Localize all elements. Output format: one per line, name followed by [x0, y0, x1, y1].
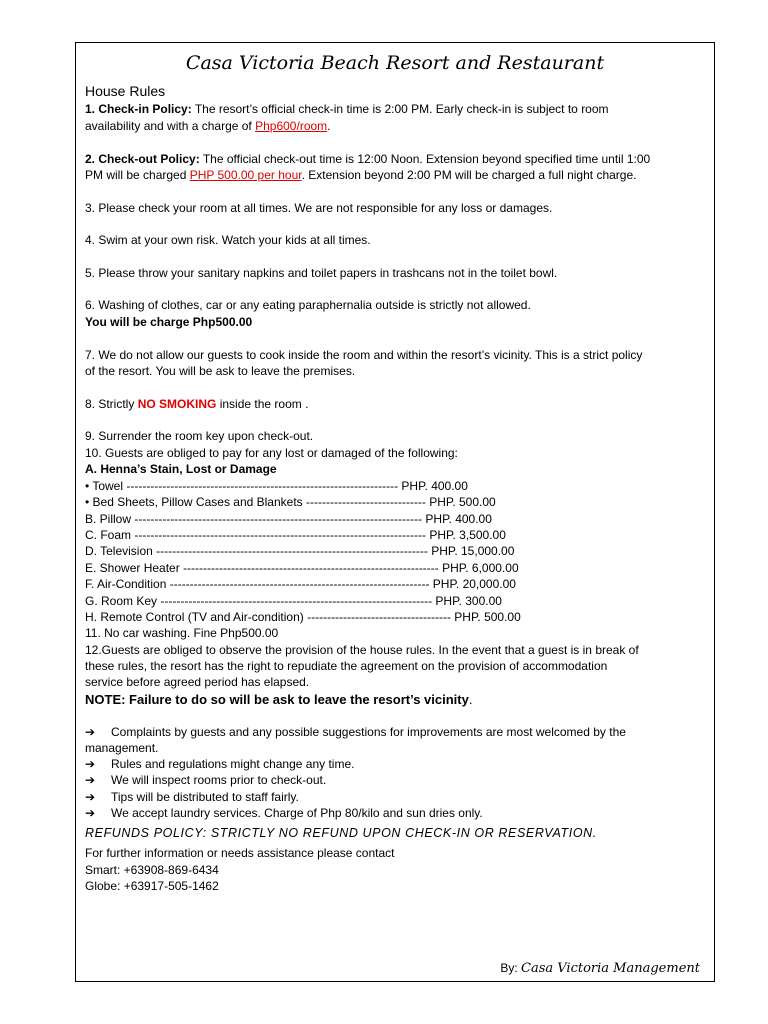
byline-by: By:: [500, 961, 522, 975]
rule-8-post: inside the room .: [216, 397, 309, 411]
price-item: • Bed Sheets, Pillow Cases and Blankets ------------------------------ PHP. 500.00: [85, 495, 496, 509]
bullet-text: Complaints by guests and any possible suggestions for improvements are most welcomed by the: [111, 725, 626, 739]
rule-5: 5. Please throw your sanitary napkins and toilet papers in trashcans not in the toilet bowl.: [85, 266, 558, 280]
price-item: • Towel -------------------------------------------------------------------- PHP. 400.00: [85, 479, 468, 493]
arrow-right-icon: ➔: [85, 790, 96, 804]
arrow-right-icon: ➔: [85, 725, 96, 739]
checkout-charge: PHP 500.00 per hour: [189, 168, 302, 182]
bullet-text: Tips will be distributed to staff fairly.: [111, 790, 299, 804]
price-item: G. Room Key -------------------------------------------------------------------- PHP. 300.00: [85, 594, 502, 608]
no-smoking-label: NO SMOKING: [137, 397, 217, 411]
rule-6-line-2: You will be charge Php500.00: [85, 315, 253, 329]
rule-1-lead: 1. Check-in Policy:: [85, 102, 192, 116]
item-a-heading: A. Henna’s Stain, Lost or Damage: [85, 462, 277, 476]
bullet-text: We will inspect rooms prior to check-out.: [111, 773, 327, 787]
refunds-policy: REFUNDS POLICY: STRICTLY NO REFUND UPON CHECK-IN OR RESERVATION.: [85, 826, 597, 840]
rule-1-text-cont: availability and with a charge of: [85, 119, 256, 133]
rule-6-line-1: 6. Washing of clothes, car or any eating paraphernalia outside is strictly not allowed.: [85, 298, 531, 312]
rule-2-line-2: [85, 167, 636, 183]
rule-1-text: The resort’s official check-in time is 2:00 PM. Early check-in is subject to room: [191, 102, 609, 116]
rule-12-line: 12.Guests are obliged to observe the provision of the house rules. In the event that a guest is in break of: [85, 643, 639, 657]
bullet-text: We accept laundry services. Charge of Php 80/kilo and sun dries only.: [111, 806, 483, 820]
rule-2-line-1: [85, 151, 650, 167]
rule-7-line-1: 7. We do not allow our guests to cook inside the room and within the resort’s vicinity. This is a strict policy: [85, 348, 643, 362]
arrow-right-icon: ➔: [85, 757, 96, 771]
rule-1-end: .: [327, 119, 331, 133]
bullet-item-continuation: management.: [85, 741, 159, 755]
contact-smart: Smart: +63908-869-6434: [85, 863, 219, 877]
rule-2-end: . Extension beyond 2:00 PM will be charged a full night charge.: [301, 168, 637, 182]
arrow-right-icon: ➔: [85, 773, 96, 787]
rule-4: 4. Swim at your own risk. Watch your kids at all times.: [85, 233, 371, 247]
rule-2-lead: 2. Check-out Policy:: [85, 152, 200, 166]
note: [85, 692, 472, 708]
contact-globe: Globe: +63917-505-1462: [85, 879, 219, 893]
bullet-item: [85, 756, 354, 772]
arrow-right-icon: ➔: [85, 806, 96, 820]
bullet-item: [85, 805, 483, 821]
note-end: .: [468, 692, 473, 707]
rule-1-line-1: [85, 101, 609, 117]
bullet-item: [85, 724, 626, 740]
price-item: H. Remote Control (TV and Air-condition) ------------------------------------ PHP. 500.00: [85, 610, 521, 624]
bullet-item: [85, 789, 299, 805]
price-item: D. Television -------------------------------------------------------------------- PHP. 15,000.00: [85, 544, 515, 558]
checkin-charge: Php600/room: [255, 119, 328, 133]
rule-3: 3. Please check your room at all times. We are not responsible for any loss or damages.: [85, 201, 553, 215]
bullet-text: Rules and regulations might change any time.: [111, 757, 355, 771]
rule-8-pre: 8. Strictly: [85, 397, 138, 411]
rule-11: 11. No car washing. Fine Php500.00: [85, 626, 279, 640]
rule-12-line: service before agreed period has elapsed.: [85, 675, 310, 689]
document-title: Casa Victoria Beach Resort and Restaurant: [185, 52, 605, 74]
price-item: C. Foam ------------------------------------------------------------------------- PHP. 3,500.00: [85, 528, 506, 542]
rule-2-text-cont: PM will be charged: [85, 168, 190, 182]
bullet-item: [85, 772, 326, 788]
rule-2-text: The official check-out time is 12:00 Noon. Extension beyond specified time until 1:00: [199, 152, 651, 166]
rule-7-line-2: of the resort. You will be ask to leave the premises.: [85, 364, 356, 378]
note-text: NOTE: Failure to do so will be ask to leave the resort’s vicinity: [85, 692, 469, 707]
management-signature: Casa Victoria Management: [521, 961, 700, 976]
byline: [500, 961, 700, 976]
rule-10: 10. Guests are obliged to pay for any lost or damaged of the following:: [85, 446, 458, 460]
rule-1-line-2: [85, 118, 331, 134]
rule-12-line: these rules, the resort has the right to repudiate the agreement on the provision of accommodation: [85, 659, 608, 673]
house-rules-heading: House Rules: [85, 83, 166, 99]
rule-9: 9. Surrender the room key upon check-out.: [85, 429, 314, 443]
rule-8: [85, 396, 308, 412]
price-item: E. Shower Heater ---------------------------------------------------------------- PHP. 6,000.00: [85, 561, 519, 575]
price-item: B. Pillow ------------------------------------------------------------------------ PHP. 400.00: [85, 512, 492, 526]
price-item: F. Air-Condition ----------------------------------------------------------------- PHP. 20,000.00: [85, 577, 516, 591]
contact-intro: For further information or needs assistance please contact: [85, 846, 395, 860]
